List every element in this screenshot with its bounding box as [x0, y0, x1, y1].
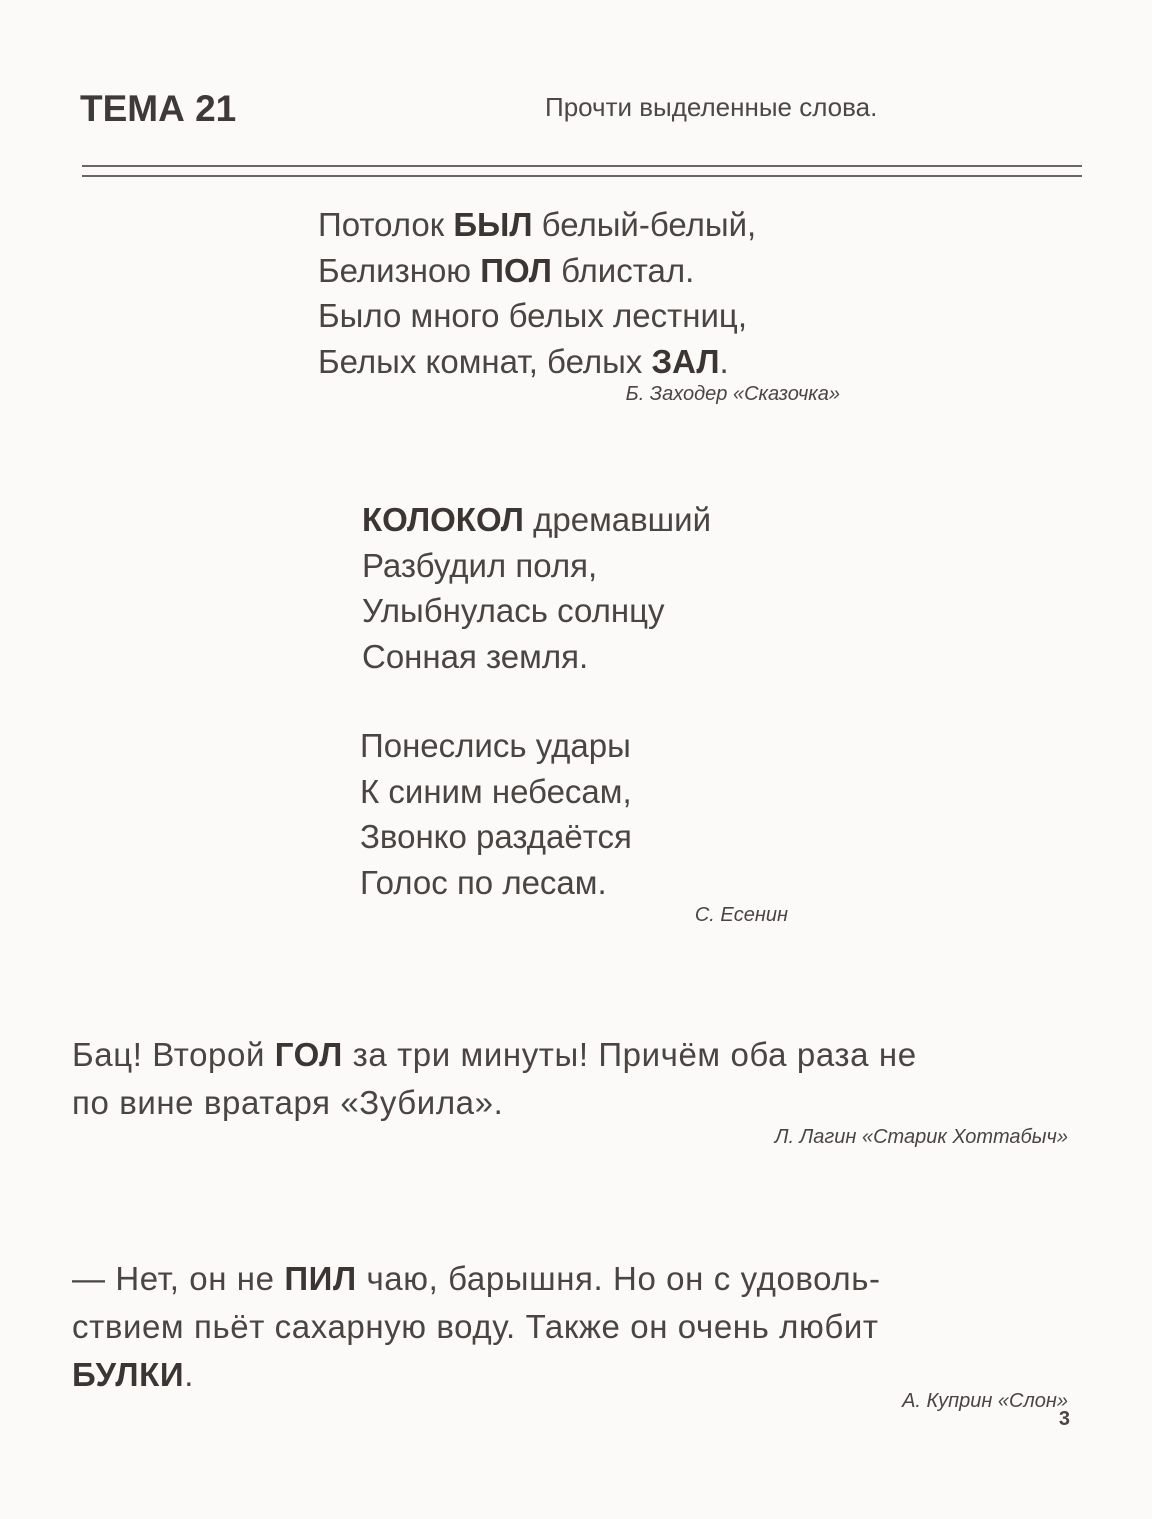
highlighted-word: ПОЛ [480, 251, 552, 289]
prose-line: Бац! Второй ГОЛ за три минуты! Причём оба раза не [72, 1036, 917, 1073]
poem-line: Белых комнат, белых ЗАЛ. [318, 342, 729, 380]
poem-line: Улыбнулась солнцу [362, 592, 665, 629]
instruction-text: Прочти выделенные слова. [545, 92, 878, 122]
prose-line: ствием пьёт сахарную воду. Также он очень любит [72, 1308, 879, 1345]
highlighted-word: КОЛОКОЛ [362, 501, 524, 538]
page-title: ТЕМА 21 [80, 88, 237, 129]
poem-line: КОЛОКОЛ дремавший [362, 501, 712, 538]
poem-line: К синим небесам, [360, 772, 632, 810]
highlighted-word: ЗАЛ [651, 342, 720, 380]
highlighted-word: БУЛКИ [72, 1356, 185, 1393]
header-divider-bottom [82, 175, 1082, 177]
attribution-kuprin: А. Куприн «Слон» [902, 1390, 1068, 1412]
poem-line: Понеслись удары [360, 727, 631, 764]
poem-line: Было много белых лестниц, [318, 297, 747, 334]
poem-esenin-stanza-1 [362, 497, 711, 679]
page-number: 3 [1058, 1408, 1070, 1430]
poem-line: Звонко раздаётся [360, 818, 632, 855]
poem-line: Белизною ПОЛ блистал. [318, 251, 695, 289]
attribution-zakhoder: Б. Заходер «Сказочка» [625, 383, 840, 405]
highlighted-word: ПИЛ [284, 1260, 357, 1297]
prose-line: БУЛКИ. [72, 1356, 194, 1393]
excerpt-kuprin [72, 1255, 881, 1399]
poem-line: Голос по лесам. [360, 863, 607, 901]
poem-line: Сонная земля. [362, 637, 589, 675]
poem-esenin-stanza-2 [360, 723, 632, 905]
attribution-esenin: С. Есенин [694, 904, 788, 926]
poem-line: Разбудил поля, [362, 546, 598, 584]
excerpt-lagin [72, 1031, 917, 1127]
prose-line: по вине вратаря «Зубила». [72, 1084, 504, 1121]
attribution-lagin: Л. Лагин «Старик Хоттабыч» [774, 1126, 1068, 1148]
highlighted-word: ГОЛ [274, 1036, 343, 1073]
prose-line: — Нет, он не ПИЛ чаю, барышня. Но он с удоволь- [72, 1260, 881, 1297]
poem-zakhoder [318, 202, 756, 384]
header-divider-top [82, 165, 1082, 167]
poem-line: Потолок БЫЛ белый-белый, [318, 206, 757, 243]
highlighted-word: БЫЛ [453, 206, 533, 243]
